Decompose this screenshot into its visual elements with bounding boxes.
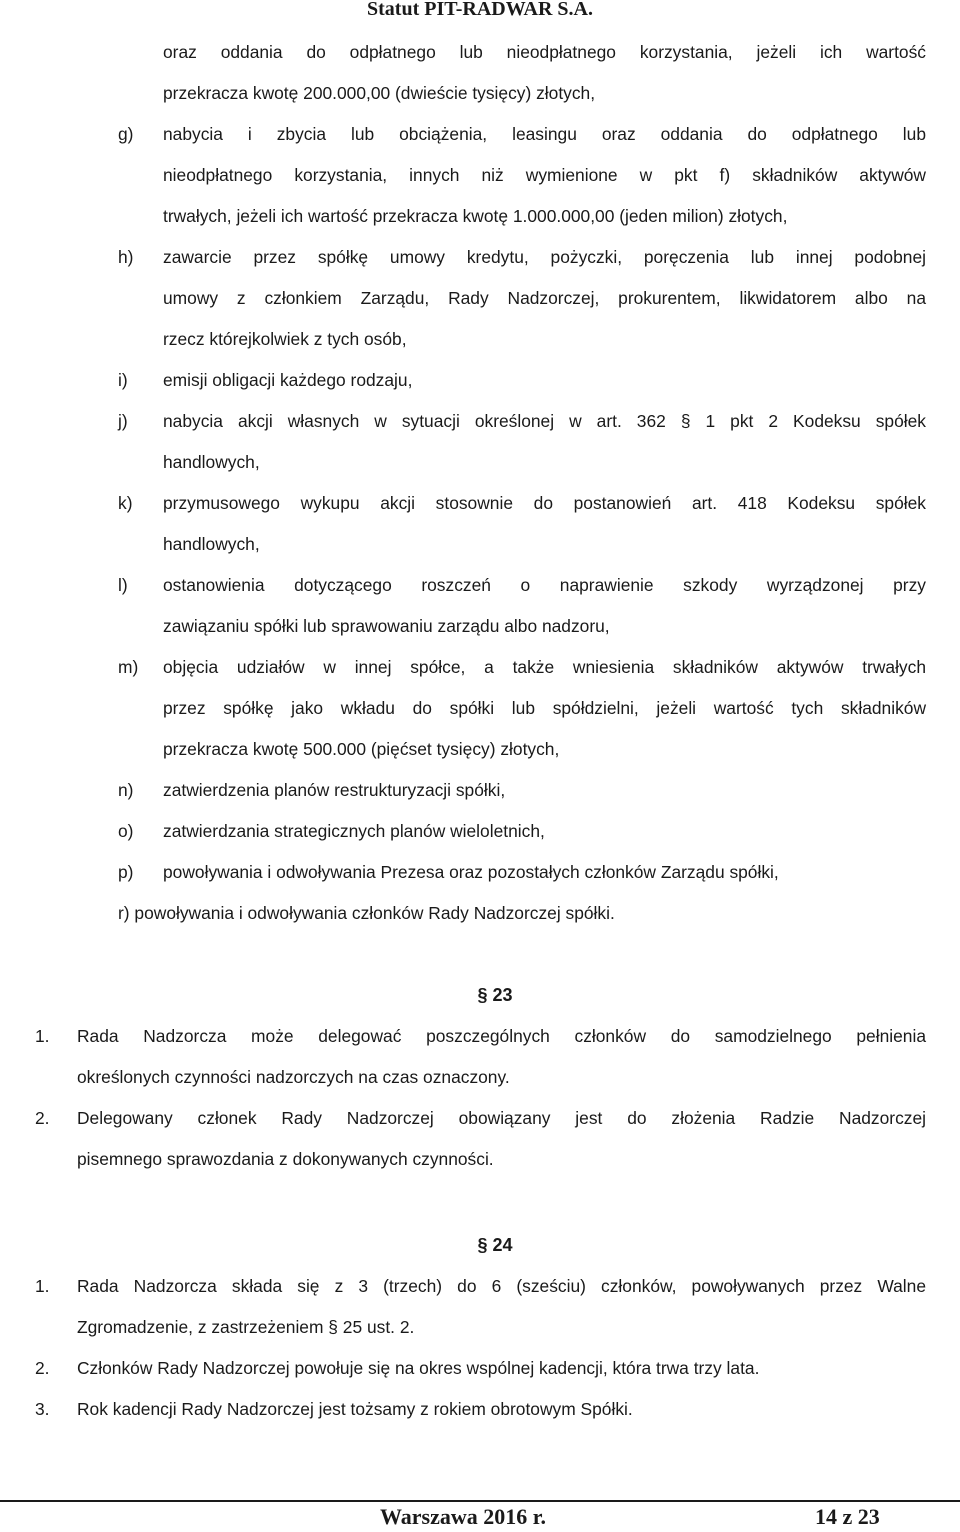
list-item-line: zawiązaniu spółki lub sprawowaniu zarządu albo nadzoru, (163, 616, 610, 636)
list-item-line: zatwierdzenia planów restrukturyzacji spółki, (163, 780, 506, 800)
list-item-line: zatwierdzania strategicznych planów wieloletnich, (163, 821, 545, 841)
list-item-line: przymusowego wykupu akcji stosownie do postanowień art. 418 Kodeksu spółek (163, 493, 926, 513)
section-23-heading-label: § 23 (477, 985, 513, 1005)
list-item-marker: i) (118, 370, 128, 390)
list-item-line: zawarcie przez spółkę umowy kredytu, pożyczki, poręczenia lub innej podobnej (163, 247, 926, 267)
list-item-marker: j) (118, 411, 128, 431)
footer-place-date: Warszawa 2016 r. (380, 1504, 547, 1529)
list-item-line: umowy z członkiem Zarządu, Rady Nadzorczej, prokurentem, likwidatorem albo na (163, 288, 926, 308)
paragraph-number: 2. (35, 1358, 50, 1378)
list-item-marker: o) (118, 821, 134, 841)
paragraph-line: Rada Nadzorcza składa się z 3 (trzech) do 6 (sześciu) członków, powoływanych przez Walne (77, 1276, 926, 1296)
paragraph-number: 1. (35, 1026, 50, 1046)
list-item-line: przekracza kwotę 200.000,00 (dwieście tysięcy) złotych, (163, 83, 596, 103)
list-item-line: oraz oddania do odpłatnego lub nieodpłatnego korzystania, jeżeli ich wartość (163, 42, 926, 62)
document-title: Statut PIT-RADWAR S.A. (367, 0, 593, 20)
list-item-line: powoływania i odwoływania Prezesa oraz pozostałych członków Zarządu spółki, (163, 862, 779, 882)
list-item-line: handlowych, (163, 534, 260, 554)
list-item-line: trwałych, jeżeli ich wartość przekracza kwotę 1.000.000,00 (jeden milion) złotych, (163, 206, 788, 226)
list-item-marker: p) (118, 862, 134, 882)
list-item-marker: g) (118, 124, 134, 144)
section-24-heading-label: § 24 (477, 1235, 513, 1255)
page-number: 14 z 23 (815, 1504, 880, 1529)
list-item-marker: k) (118, 493, 133, 513)
list-item-line: nabycia i zbycia lub obciążenia, leasingu oraz oddania do odpłatnego lub (163, 124, 926, 144)
list-item-line: przez spółkę jako wkładu do spółki lub spółdzielni, jeżeli wartość tych składników (163, 698, 926, 718)
list-item-marker: n) (118, 780, 134, 800)
paragraph-number: 1. (35, 1276, 50, 1296)
paragraph-number: 3. (35, 1399, 50, 1419)
list-item-marker: h) (118, 247, 134, 267)
page-footer (0, 1500, 960, 1532)
list-item-r: r) powoływania i odwoływania członków Rady Nadzorczej spółki. (118, 903, 615, 923)
paragraph-number: 2. (35, 1108, 50, 1128)
section-24-heading (0, 1225, 960, 1266)
list-item-line: rzecz którejkolwiek z tych osób, (163, 329, 407, 349)
paragraph-line: określonych czynności nadzorczych na czas oznaczony. (77, 1067, 510, 1087)
list-item-line: objęcia udziałów w innej spółce, a także wniesienia składników aktywów trwałych (163, 657, 926, 677)
list-item-marker: l) (118, 575, 128, 595)
document-header (0, 0, 960, 22)
list-item-line: handlowych, (163, 452, 260, 472)
paragraph-line: Zgromadzenie, z zastrzeżeniem § 25 ust. 2. (77, 1317, 415, 1337)
paragraph-line: Rok kadencji Rady Nadzorczej jest tożsamy z rokiem obrotowym Spółki. (77, 1399, 633, 1419)
paragraph-line: Delegowany członek Rady Nadzorczej obowiązany jest do złożenia Radzie Nadzorczej (77, 1108, 926, 1128)
list-item-marker: m) (118, 657, 139, 677)
section-23-heading (0, 975, 960, 1016)
paragraph-line: Członków Rady Nadzorczej powołuje się na okres wspólnej kadencji, która trwa trzy lata. (77, 1358, 760, 1378)
list-item-line: emisji obligacji każdego rodzaju, (163, 370, 413, 390)
list-item-line: ostanowienia dotyczącego roszczeń o naprawienie szkody wyrządzonej przy (163, 575, 926, 595)
list-item-line: nieodpłatnego korzystania, innych niż wymienione w pkt f) składników aktywów (163, 165, 926, 185)
list-item-line: nabycia akcji własnych w sytuacji określonej w art. 362 § 1 pkt 2 Kodeksu spółek (163, 411, 926, 431)
list-item-line: przekracza kwotę 500.000 (pięćset tysięcy) złotych, (163, 739, 560, 759)
paragraph-line: Rada Nadzorcza może delegować poszczególnych członków do samodzielnego pełnienia (77, 1026, 926, 1046)
paragraph-line: pisemnego sprawozdania z dokonywanych czynności. (77, 1149, 494, 1169)
